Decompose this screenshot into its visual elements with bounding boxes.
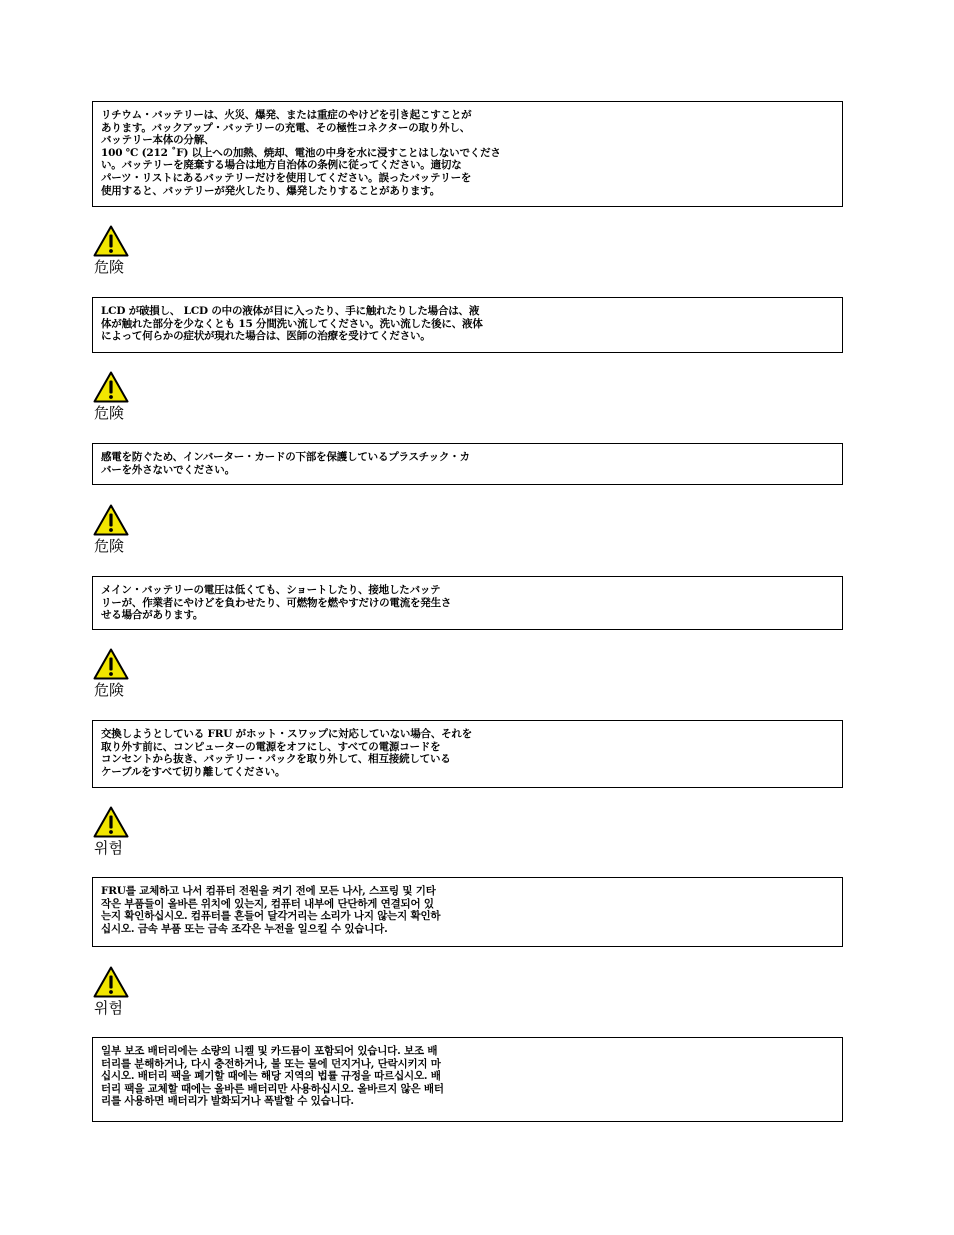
- notice-box-fru-screws: [92, 877, 843, 947]
- notice-line: 작은 부품들이 올바른 위치에 있는지, 컴퓨터 내부에 단단하게 연결되어 있: [101, 897, 434, 910]
- danger-heading: [93, 504, 153, 555]
- notice-line: 터리를 분해하거나, 다시 충전하거나, 불 또는 물에 던지거나, 단락시키지 마: [101, 1057, 441, 1070]
- danger-heading: [93, 806, 153, 857]
- notice-line: バーを外さないでください。: [101, 463, 235, 476]
- notice-box-lcd: [92, 297, 843, 353]
- notice-line: 십시오. 금속 부품 또는 금속 조각은 누전을 일으킬 수 있습니다.: [101, 922, 388, 935]
- notice-line: ケーブルをすべて切り離してください。: [101, 765, 286, 778]
- warning-triangle-icon: [93, 806, 129, 838]
- notice-line: せる場合があります。: [101, 609, 204, 622]
- notice-line: い。バッテリーを廃棄する場合は地方自治体の条例に従ってください。適切な: [101, 159, 462, 172]
- warning-triangle-icon: [93, 648, 129, 680]
- notice-line: 使用すると、バッテリーが発火したり、爆発したりすることがあります。: [101, 184, 441, 197]
- danger-label: 위험: [94, 839, 123, 857]
- warning-triangle-icon: [93, 371, 129, 403]
- notice-line: によって何らかの症状が現れた場合は、医師の治療を受けてください。: [101, 330, 431, 343]
- warning-triangle-icon: [93, 966, 129, 998]
- notice-line: リーが、作業者にやけどを負わせたり、可燃物を燃やすだけの電流を発生さ: [101, 596, 452, 609]
- notice-line: LCD が破損し、 LCD の中の液体が目に入ったり、手に触れたりした場合は、液: [101, 305, 480, 317]
- danger-label: 위험: [94, 999, 123, 1017]
- notice-line: パーツ・リストにあるバッテリーだけを使用してください。誤ったバッテリーを: [101, 171, 472, 184]
- notice-line: 100 ℃ (212 ˚F) 以上への加熱、焼却、電池の中身を水に浸すことはしないでくださ: [101, 146, 501, 159]
- notice-line: FRU를 교체하고 나서 컴퓨터 전원을 켜기 전에 모든 나사, 스프링 및 기타: [101, 885, 436, 897]
- notice-line: 体が触れた部分を少なくとも 15 分間洗い流してください。洗い流した後に、液体: [101, 317, 483, 330]
- notice-box-nickel-cadmium: [92, 1037, 843, 1122]
- notice-line: あります。バックアップ・バッテリーの充電、その極性コネクターの取り外し、: [101, 121, 471, 134]
- danger-heading: [93, 371, 153, 422]
- notice-line: 感電を防ぐため、インバーター・カードの下部を保護しているプラスチック・カ: [101, 451, 470, 463]
- notice-box-fru-hot-swap: [92, 720, 843, 788]
- warning-triangle-icon: [93, 225, 129, 257]
- notice-line: 리를 사용하면 배터리가 발화되거나 폭발할 수 있습니다.: [101, 1095, 354, 1108]
- notice-line: メイン・バッテリーの電圧は低くても、ショートしたり、接地したバッテ: [101, 584, 441, 596]
- notice-line: 터리 팩을 교체할 때에는 올바른 배터리만 사용하십시오. 올바르지 않은 배터: [101, 1082, 444, 1095]
- danger-label: 危険: [94, 681, 125, 699]
- notice-line: バッテリー本体の分解、: [101, 134, 215, 147]
- notice-line: 交換しようとしている FRU がホット・スワップに対応していない場合、それを: [101, 728, 473, 740]
- danger-heading: [93, 966, 153, 1017]
- danger-label: 危険: [94, 537, 125, 555]
- notice-box-lithium-battery: [92, 101, 843, 207]
- notice-line: コンセントから抜き、バッテリー・パックを取り外して、相互接続している: [101, 753, 451, 766]
- notice-box-main-battery: [92, 576, 843, 630]
- notice-line: 십시오. 배터리 팩을 폐기할 때에는 해당 지역의 법률 규정을 따르십시오. 배: [101, 1070, 441, 1083]
- notice-line: 取り外す前に、コンピューターの電源をオフにし、すべての電源コードを: [101, 740, 441, 753]
- notice-line: 일부 보조 배터리에는 소량의 니켈 및 카드뮴이 포함되어 있습니다. 보조 배: [101, 1045, 438, 1057]
- notice-line: リチウム・バッテリーは、火災、爆発、または重症のやけどを引き起こすことが: [101, 109, 472, 121]
- danger-heading: [93, 225, 153, 276]
- danger-label: 危険: [94, 404, 125, 422]
- notice-line: 는지 확인하십시오. 컴퓨터를 흔들어 달각거리는 소리가 나지 않는지 확인하: [101, 910, 441, 923]
- danger-heading: [93, 648, 153, 699]
- notice-box-inverter: [92, 443, 843, 485]
- danger-label: 危険: [94, 258, 125, 276]
- warning-triangle-icon: [93, 504, 129, 536]
